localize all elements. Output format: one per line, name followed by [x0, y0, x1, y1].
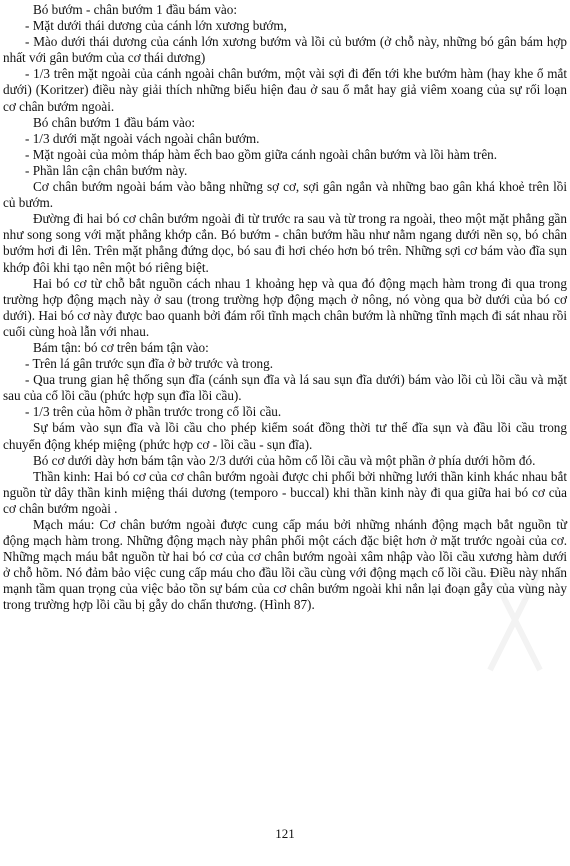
list-item: - 1/3 trên mặt ngoài của cánh ngoài chân bướm, một vài sợi đi đến tới khe bướm hàm (hay khe ổ mắt dưới) (Koritzer) điều này giải thích những biểu hiện đau ở sau ổ mắt hay giả viêm xoang của sự rối loạn cơ chân bướm ngoài.	[3, 66, 567, 114]
paragraph: Bó bướm - chân bướm 1 đầu bám vào:	[33, 2, 238, 17]
list-item: - Mặt dưới thái dương của cánh lớn xương bướm,	[25, 18, 287, 34]
paragraph: Thần kinh: Hai bó cơ của cơ chân bướm ngoài được chi phối bởi những lưới thần kinh khác nhau bắt nguồn từ dây thần kinh miệng thái dương (temporo - buccal) khi thần kinh này đi qua giữa hai bó cơ của cơ chân bướm ngoài .	[3, 468, 567, 516]
paragraph: Đường đi hai bó cơ chân bướm ngoài đi từ trước ra sau và từ trong ra ngoài, theo một mặt phẳng gần như song song với mặt phẳng khớp cắn. Bó bướm - chân bướm hầu như nằm ngang dưới nền sọ, bó chân bướm hơi đi lên. Trên mặt phẳng đứng dọc, bó sau đi hơi chéo hơn bó trên. Những sợi cơ bám vào đĩa sụn khớp đôi khi tạo nên một bó riêng biệt.	[3, 211, 567, 275]
list-item: - Mặt ngoài của mỏm tháp hàm ếch bao gồm giữa cánh ngoài chân bướm và lồi hàm trên.	[25, 146, 498, 162]
paragraph: Mạch máu: Cơ chân bướm ngoài được cung cấp máu bởi những nhánh động mạch bắt nguồn từ động mạch hàm trong. Những động mạch này phân phối một cách đặc biệt hơn ở mặt trước ngoài của cơ. Những mạch máu bắt nguồn từ hai bó cơ của cơ chân bướm ngoài xâm nhập vào lồi cầu xương hàm dưới ở chỗ hõm. Nó đảm bảo việc cung cấp máu cho đầu lồi cầu cùng với động mạch cổ lồi cầu. Điều này nhấn mạnh tầm quan trọng của việc bảo tồn sự bám của cơ chân bướm ngoài khi nắn lại đoạn gẫy của vùng này trong trường hợp lồi cầu bị gẫy do chấn thương. (Hình 87).	[3, 517, 567, 613]
list-item: - 1/3 trên của hõm ở phần trước trong cổ lồi cầu.	[25, 404, 282, 420]
page-number: 121	[275, 826, 295, 841]
list-item: - Trên lá gân trước sụn đĩa ở bờ trước và trong.	[25, 356, 274, 372]
paragraph: Bó chân bướm 1 đầu bám vào:	[33, 114, 196, 130]
paragraph: Hai bó cơ từ chỗ bắt nguồn cách nhau 1 khoảng hẹp và qua đó động mạch hàm trong đi qua trong trường hợp động mạch này ở sau (trong trường hợp động mạch ở nông, nó vòng qua bờ dưới của bó cơ dưới). Hai bó cơ này được bao quanh bởi đám rối tĩnh mạch chân bướm là những tĩnh mạch đi sát nhau rồi cuối cùng hoà lẫn với nhau.	[3, 275, 567, 339]
list-item: - Phần lân cận chân bướm này.	[25, 162, 188, 178]
list-item: - Qua trung gian hệ thống sụn đĩa (cánh sụn đĩa và lá sau sụn đĩa dưới) bám vào lồi củ lồi cầu và mặt sau của cổ lồi cầu (phức hợp sụn đĩa lồi cầu).	[3, 372, 567, 404]
watermark	[480, 560, 550, 680]
paragraph: Cơ chân bướm ngoài bám vào bằng những sợ cơ, sợi gân ngắn và những bao gân khá khoẻ trên lồi củ bướm.	[3, 179, 567, 211]
body-text	[3, 2, 567, 614]
list-item: - Mào dưới thái dương của cánh lớn xương bướm và lồi củ bướm (ở chỗ này, những bó gân bám hợp nhất với gân bướm của cơ thái dương)	[3, 34, 567, 66]
list-item: - 1/3 dưới mặt ngoài vách ngoài chân bướm.	[25, 130, 260, 146]
paragraph: Bó cơ dưới dày hơn bám tận vào 2/3 dưới của hõm cổ lồi cầu và một phần ở phía dưới hõm đó.	[33, 452, 536, 468]
paragraph: Sự bám vào sụn đĩa và lồi cầu cho phép kiểm soát đồng thời tư thế đĩa sụn và đầu lồi cầu trong chuyển động khép miệng (phức hợp cơ - lồi cầu - sụn đĩa).	[3, 420, 567, 452]
paragraph: Bám tận: bó cơ trên bám tận vào:	[33, 339, 209, 355]
